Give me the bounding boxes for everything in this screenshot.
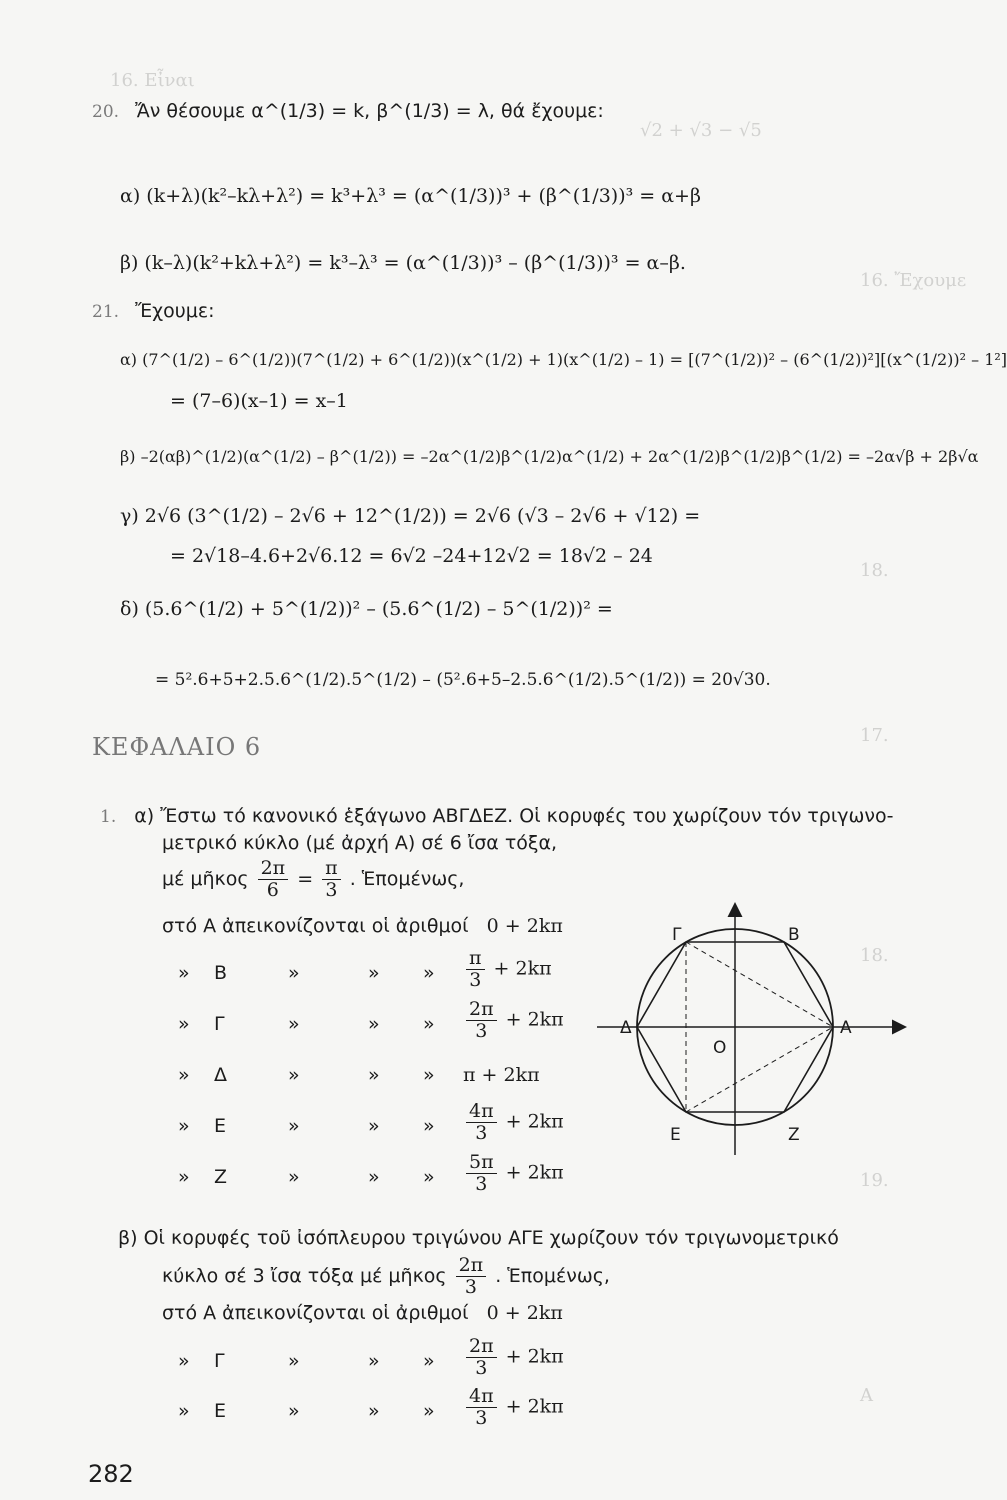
fraction-pi-over-3 — [322, 858, 341, 901]
dashed-line — [686, 942, 833, 1027]
ditto-mark: » — [368, 1064, 380, 1086]
problem-21-part-d-line1: δ) (5.6^(1/2) + 5^(1/2))² – (5.6^(1/2) – 5^(1/2))² = — [120, 598, 613, 620]
problem-20-part-b: β) (k–λ)(k²+kλ+λ²) = k³–λ³ = (α^(1/3))³ – (β^(1/3))³ = α–β. — [120, 252, 686, 274]
bleed-through-text: 17. — [860, 725, 889, 746]
vertex-label: Ζ — [214, 1166, 228, 1188]
fraction — [466, 1336, 497, 1379]
first-mapping-line-b — [162, 1302, 563, 1324]
mapping-suffix: + 2kπ — [499, 1008, 564, 1031]
ditto-mark: » — [178, 1064, 190, 1086]
label-Z: Z — [788, 1125, 800, 1145]
problem-21-part-a-line1: α) (7^(1/2) – 6^(1/2))(7^(1/2) + 6^(1/2))(x^(1/2) + 1)(x^(1/2) – 1) = [(7^(1/2))² – (6^(1/2))²][(x^(1/2))² – 1²] — [120, 350, 1007, 369]
label-G: Γ — [672, 925, 682, 945]
problem-21-part-c-line1: γ) 2√6 (3^(1/2) – 2√6 + 12^(1/2)) = 2√6 (√3 – 2√6 + √12) = — [120, 505, 701, 527]
ditto-mark: » — [368, 1350, 380, 1372]
hexagon-figure — [592, 900, 912, 1160]
mapping-text: στό Α ἀπεικονίζονται οἱ ἀριθμοί — [162, 915, 469, 937]
bleed-through-text: 16. Εἶναι — [110, 70, 195, 91]
ditto-mark: » — [288, 1064, 300, 1086]
denominator: 3 — [475, 1121, 488, 1144]
ditto-mark: » — [288, 1013, 300, 1035]
mapping-suffix: + 2kπ — [499, 1345, 564, 1368]
problem-number: 21. — [92, 302, 120, 322]
vertex-label: Ε — [214, 1115, 227, 1137]
vertex-label: Β — [214, 962, 228, 984]
problem-number: 1. — [100, 807, 117, 827]
numerator: π — [322, 858, 341, 880]
ditto-mark: » — [423, 1166, 435, 1188]
ditto-mark: » — [423, 1115, 435, 1137]
fraction — [466, 999, 497, 1042]
fraction-2pi-over-6 — [258, 858, 289, 901]
dashed-line — [686, 1027, 833, 1112]
mapping-suffix: + 2kπ — [499, 1395, 564, 1418]
numerator: 2π — [466, 999, 497, 1021]
part-a-line1: α) Ἔστω τό κανονικό ἑξάγωνο ΑΒΓΔΕΖ. Οἱ κορυφές του χωρίζουν τόν τριγωνο- — [134, 805, 894, 827]
vertex-label: Γ — [214, 1350, 225, 1372]
ditto-mark: » — [178, 1013, 190, 1035]
ditto-mark: » — [178, 1350, 190, 1372]
problem-21-part-d-line2: = 5².6+5+2.5.6^(1/2).5^(1/2) – (5².6+5–2.5.6^(1/2).5^(1/2)) = 20√30. — [155, 670, 771, 690]
ditto-mark: » — [423, 1013, 435, 1035]
mapping-value — [463, 1152, 564, 1195]
mapping-value — [463, 1336, 564, 1379]
denominator: 6 — [266, 878, 279, 901]
fraction — [466, 948, 485, 991]
numerator: 4π — [466, 1386, 497, 1408]
part-b-line2 — [162, 1255, 610, 1298]
ditto-mark: » — [368, 962, 380, 984]
first-mapping-line — [162, 915, 563, 937]
mapping-text: στό Α ἀπεικονίζονται οἱ ἀριθμοί — [162, 1302, 469, 1324]
ditto-mark: » — [368, 1400, 380, 1422]
ditto-mark: » — [288, 962, 300, 984]
label-B: B — [788, 925, 800, 945]
label-D: Δ — [620, 1018, 632, 1038]
chapter-title: ΚΕΦΑΛΑΙΟ 6 — [92, 733, 262, 761]
part-b-line1 — [118, 1227, 839, 1249]
ditto-mark: » — [423, 1064, 435, 1086]
fraction — [466, 1386, 497, 1429]
fraction — [466, 1152, 497, 1195]
problem-21-part-a-line2: = (7–6)(x–1) = x–1 — [170, 390, 348, 412]
fraction — [466, 1101, 497, 1144]
part-b-suffix: . Ἑπομένως, — [495, 1264, 610, 1287]
ditto-mark: » — [178, 962, 190, 984]
problem-number: 20. — [92, 102, 120, 122]
numerator: 2π — [466, 1336, 497, 1358]
label-A: A — [840, 1018, 852, 1038]
ditto-mark: » — [178, 1166, 190, 1188]
mapping-value — [463, 1064, 540, 1086]
denominator: 3 — [469, 968, 482, 991]
problem-21-part-b: β) –2(αβ)^(1/2)(α^(1/2) – β^(1/2)) = –2α^(1/2)β^(1/2)α^(1/2) + 2α^(1/2)β^(1/2)β^(1/2) = –2α√β + 2β√α — [120, 447, 979, 466]
mapping-value — [463, 1386, 564, 1429]
numerator: π — [466, 948, 485, 970]
bleed-through-text: 19. — [860, 1170, 889, 1191]
bleed-through-text: A — [860, 1385, 873, 1406]
mapping-value — [463, 1101, 564, 1144]
ditto-mark: » — [368, 1115, 380, 1137]
label-E: E — [670, 1125, 681, 1145]
numerator: 2π — [456, 1255, 487, 1277]
bleed-through-text: 16. Ἔχουμε — [860, 270, 967, 291]
ditto-mark: » — [423, 1350, 435, 1372]
ditto-mark: » — [368, 1166, 380, 1188]
denominator: 3 — [325, 878, 338, 901]
problem-intro: Ἄν θέσουμε α^(1/3) = k, β^(1/3) = λ, θά ἔχουμε: — [135, 100, 604, 122]
part-b-prefix: κύκλο σέ 3 ἴσα τόξα μέ μῆκος — [162, 1264, 447, 1287]
ditto-mark: » — [178, 1400, 190, 1422]
problem-21 — [92, 300, 215, 322]
ditto-mark: » — [288, 1115, 300, 1137]
mapping-value — [463, 948, 552, 991]
mapping-value — [463, 999, 564, 1042]
arc-length-suffix: . Ἑπομένως, — [349, 867, 465, 890]
equals-sign: = — [297, 867, 314, 890]
ditto-mark: » — [368, 1013, 380, 1035]
numerator: 4π — [466, 1101, 497, 1123]
mapping-value: 0 + 2kπ — [486, 915, 563, 937]
problem-intro: Ἔχουμε: — [135, 300, 215, 322]
ditto-mark: » — [288, 1166, 300, 1188]
label-O: O — [713, 1038, 727, 1058]
bleed-through-text: √2 + √3 − √5 — [640, 120, 762, 141]
mapping-suffix: + 2kπ — [499, 1161, 564, 1184]
denominator: 3 — [475, 1406, 488, 1429]
ditto-mark: » — [288, 1400, 300, 1422]
arc-length-line — [162, 858, 464, 901]
problem-20 — [92, 100, 604, 122]
ditto-mark: » — [288, 1350, 300, 1372]
vertex-label: Γ — [214, 1013, 225, 1035]
denominator: 3 — [475, 1356, 488, 1379]
mapping-value: 0 + 2kπ — [486, 1302, 563, 1324]
problem-1-part-a-text — [100, 805, 894, 827]
mapping-suffix: π + 2kπ — [463, 1064, 540, 1086]
numerator: 2π — [258, 858, 289, 880]
part-a-line2: μετρικό κύκλο (μέ ἀρχή Α) σέ 6 ἴσα τόξα, — [162, 832, 558, 854]
vertex-label: Δ — [214, 1064, 227, 1086]
part-b-text: β) Οἱ κορυφές τοῦ ἰσόπλευρου τριγώνου ΑΓΕ χωρίζουν τόν τριγωνομετρικό — [118, 1227, 839, 1249]
bleed-through-text: 18. — [860, 945, 889, 966]
problem-21-part-c-line2: = 2√18–4.6+2√6.12 = 6√2 –24+12√2 = 18√2 – 24 — [170, 545, 653, 567]
ditto-mark: » — [178, 1115, 190, 1137]
ditto-mark: » — [423, 962, 435, 984]
denominator: 3 — [475, 1019, 488, 1042]
numerator: 5π — [466, 1152, 497, 1174]
problem-20-part-a: α) (k+λ)(k²–kλ+λ²) = k³+λ³ = (α^(1/3))³ + (β^(1/3))³ = α+β — [120, 185, 701, 207]
denominator: 3 — [464, 1275, 477, 1298]
denominator: 3 — [475, 1172, 488, 1195]
mapping-suffix: + 2kπ — [487, 957, 552, 980]
bleed-through-text: 18. — [860, 560, 889, 581]
mapping-suffix: + 2kπ — [499, 1110, 564, 1133]
arc-length-prefix: μέ μῆκος — [162, 867, 249, 890]
vertex-label: Ε — [214, 1400, 227, 1422]
fraction-2pi-over-3 — [456, 1255, 487, 1298]
page-number: 282 — [88, 1460, 134, 1488]
ditto-mark: » — [423, 1400, 435, 1422]
